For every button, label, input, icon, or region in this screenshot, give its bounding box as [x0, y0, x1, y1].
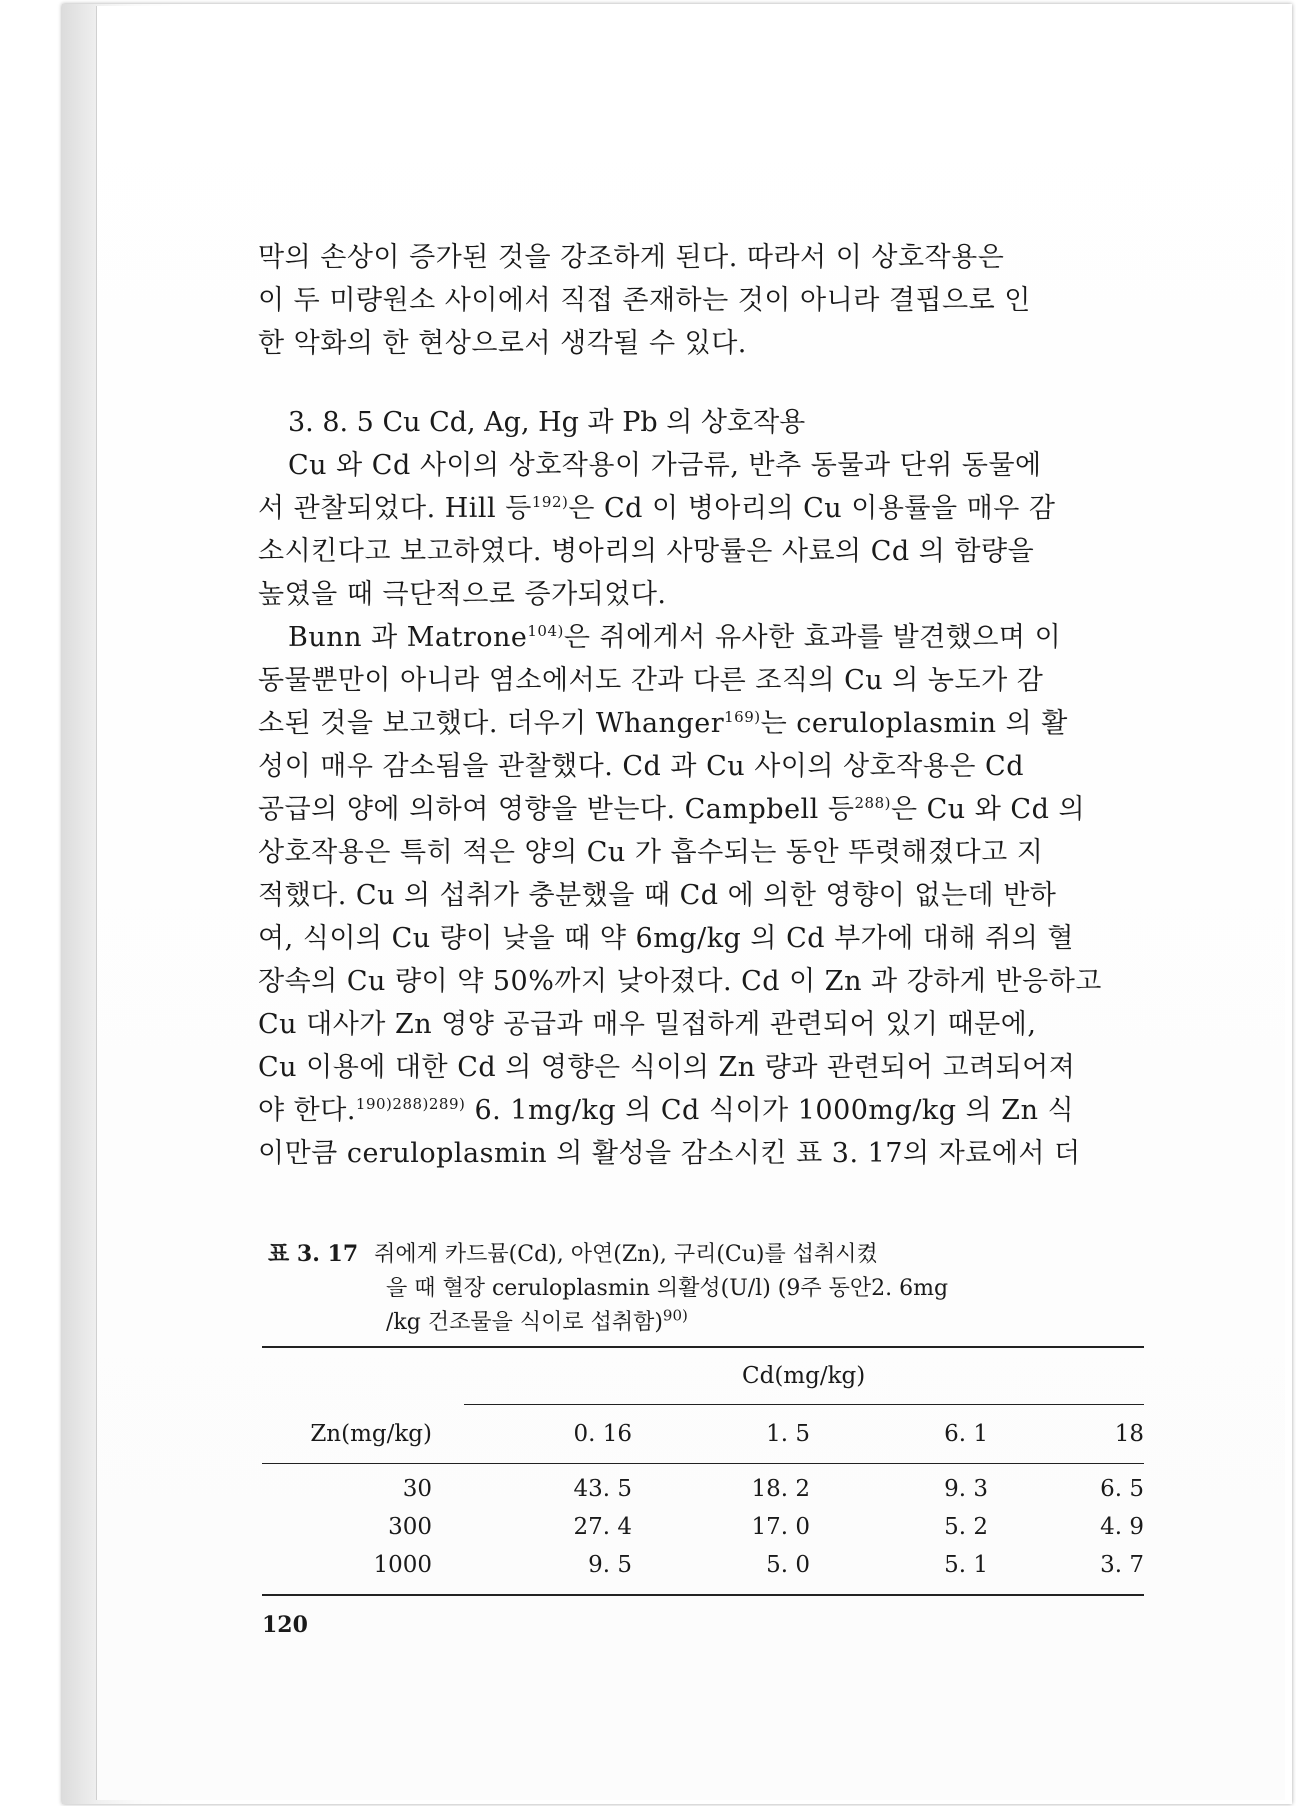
- text-line: [258, 702, 1148, 745]
- column-header: 6. 1: [944, 1421, 988, 1447]
- text-line: [258, 788, 1148, 831]
- table-header-row: [262, 1405, 1144, 1463]
- column-header: 1. 5: [766, 1421, 810, 1447]
- table-cell: 5. 1: [944, 1552, 988, 1578]
- table-bottom-rule: [262, 1594, 1144, 1596]
- text-line: [258, 1089, 1148, 1132]
- table-cell: 4. 9: [1100, 1514, 1144, 1540]
- text-line: 이 두 미량원소 사이에서 직접 존재하는 것이 아니라 결핍으로 인: [258, 285, 1031, 316]
- text-line: Cu 이용에 대한 Cd 의 영향은 식이의 Zn 량과 관련되어 고려되어져: [258, 1052, 1076, 1083]
- caption-line: 을 때 혈장 ceruloplasmin 의활성(U/l) (9주 동안2. 6mg: [386, 1276, 949, 1301]
- table-cell: 5. 0: [766, 1552, 810, 1578]
- citation: 169): [724, 708, 761, 726]
- table-row: [262, 1508, 1144, 1546]
- column-header: 0. 16: [573, 1421, 632, 1447]
- text-line: 적했다. Cu 의 섭취가 충분했을 때 Cd 에 의한 영향이 없는데 반하: [258, 880, 1057, 911]
- table-cell: 17. 0: [751, 1514, 810, 1540]
- body-text: [258, 236, 1148, 1175]
- table-cell: 3. 7: [1100, 1552, 1144, 1578]
- citation: 192): [531, 493, 569, 511]
- text-line: 장속의 Cu 량이 약 50%까지 낮아졌다. Cd 이 Zn 과 강하게 반응하고: [258, 966, 1102, 997]
- text-line: Cu 대사가 Zn 영양 공급과 매우 밀접하게 관련되어 있기 때문에,: [258, 1009, 1037, 1040]
- citation: 288): [854, 794, 891, 812]
- table-cell: 18. 2: [751, 1476, 810, 1502]
- text-line: 한 악화의 한 현상으로서 생각될 수 있다.: [258, 328, 747, 359]
- caption-line: 쥐에게 카드뮴(Cd), 아연(Zn), 구리(Cu)를 섭취시켰: [374, 1242, 878, 1267]
- text-fragment: 야 한다.$^{190)288)289)}$ 6. 1mg/kg 의 Cd 식이가 1000mg/kg 의 Zn 식: [258, 1095, 1075, 1126]
- table-row: [262, 1470, 1144, 1508]
- section-heading: 3. 8. 5 Cu Cd, Ag, Hg 과 Pb 의 상호작용: [288, 407, 806, 438]
- table-cell: 27. 4: [573, 1514, 632, 1540]
- table-row: [262, 1546, 1144, 1584]
- table-cell: 43. 5: [573, 1476, 632, 1502]
- table-cell: 6. 5: [1100, 1476, 1144, 1502]
- caption-line: /kg 건조물을 식이로 섭취함)$^{90)}$: [386, 1306, 688, 1335]
- table-caption: [268, 1237, 1068, 1340]
- text-line: 높였을 때 극단적으로 증가되었다.: [258, 579, 667, 610]
- citation: 190)288)289): [355, 1095, 466, 1113]
- table-label: 표 3. 17: [268, 1241, 359, 1267]
- table-cell: 1000: [373, 1552, 432, 1578]
- text-line: Cu 와 Cd 사이의 상호작용이 가금류, 반추 동물과 단위 동물에: [288, 450, 1042, 481]
- table-cell: 9. 5: [588, 1552, 632, 1578]
- text-line: 상호작용은 특히 적은 양의 Cu 가 흡수되는 동안 뚜렷해졌다고 지: [258, 837, 1044, 868]
- text-line: 막의 손상이 증가된 것을 강조하게 된다. 따라서 이 상호작용은: [258, 242, 1005, 273]
- text-fragment: 공급의 양에 의하여 영향을 받는다. Campbell 등$^{288)}$은 Cu 와 Cd 의: [258, 794, 1086, 825]
- text-line: 소시킨다고 보고하였다. 병아리의 사망률은 사료의 Cd 의 함량을: [258, 536, 1035, 567]
- text-fragment: Bunn 과 Matrone$^{104)}$은 쥐에게서 유사한 효과를 발견했으며 이: [288, 622, 1062, 653]
- text-fragment: 서 관찰되었다. Hill 등$^{192)}$은 Cd 이 병아리의 Cu 이용률을 매우 감: [258, 493, 1056, 524]
- page-number: 120: [262, 1612, 308, 1638]
- header-rule: [262, 1463, 1144, 1464]
- column-group-header: Cd(mg/kg): [742, 1363, 866, 1389]
- text-line: [258, 487, 1148, 530]
- text-line: 여, 식이의 Cu 량이 낮을 때 약 6mg/kg 의 Cd 부가에 대해 쥐의 혈: [258, 923, 1075, 954]
- table-cell: 300: [388, 1514, 432, 1540]
- data-table: [262, 1346, 1144, 1596]
- row-header-label: Zn(mg/kg): [310, 1421, 432, 1447]
- table-cell: 30: [402, 1476, 432, 1502]
- text-fragment: 소된 것을 보고했다. 더우기 Whanger$^{169)}$는 ceruloplasmin 의 활: [258, 708, 1068, 739]
- table-cell: 5. 2: [944, 1514, 988, 1540]
- citation: 90): [662, 1306, 688, 1325]
- text-line: 이만큼 ceruloplasmin 의 활성을 감소시킨 표 3. 17의 자료에서 더: [258, 1138, 1081, 1169]
- text-line: 성이 매우 감소됨을 관찰했다. Cd 과 Cu 사이의 상호작용은 Cd: [258, 751, 1024, 782]
- table-cell: 9. 3: [944, 1476, 988, 1502]
- column-header: 18: [1114, 1421, 1144, 1447]
- text-line: 동물뿐만이 아니라 염소에서도 간과 다른 조직의 Cu 의 농도가 감: [258, 665, 1044, 696]
- text-line: [258, 616, 1148, 659]
- citation: 104): [527, 622, 564, 640]
